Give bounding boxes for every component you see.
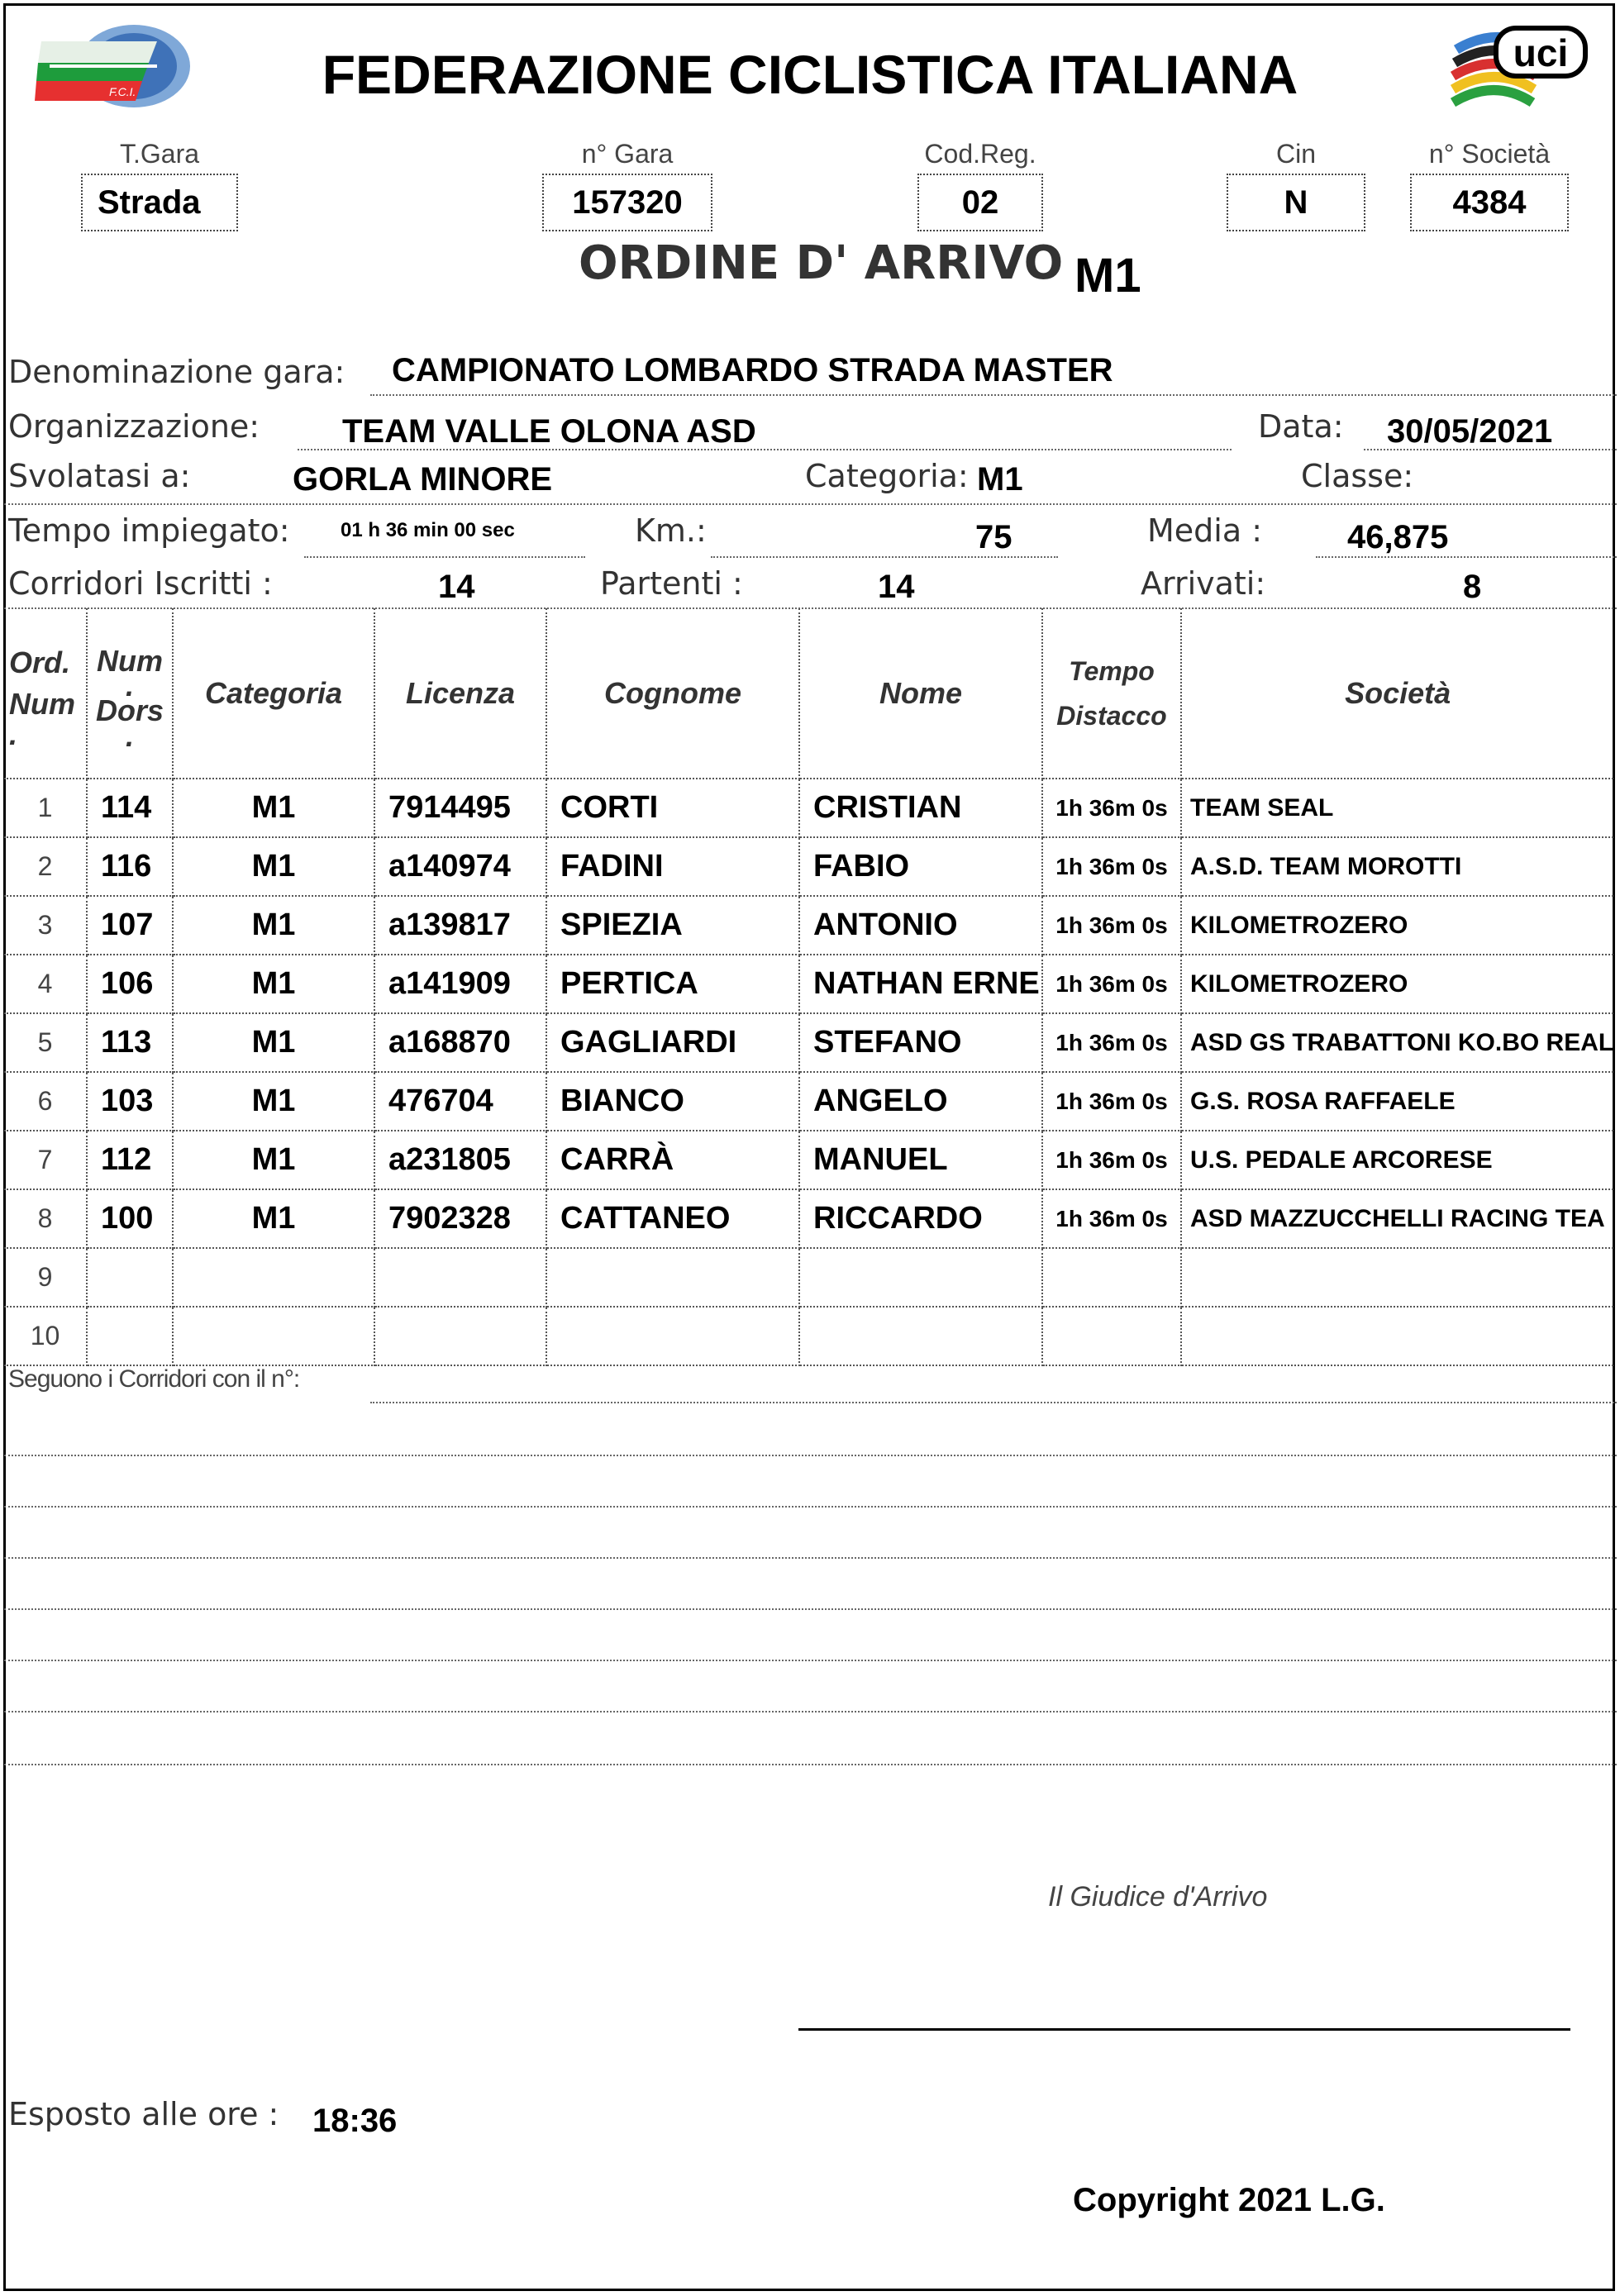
cell-societa: A.S.D. TEAM MOROTTI: [1181, 837, 1613, 896]
header-tempo: Tempo Distacco: [1042, 608, 1181, 779]
cell-societa: TEAM SEAL: [1181, 779, 1613, 837]
cell-cat: M1: [173, 1131, 374, 1189]
esposto-value: 18:36: [312, 2103, 398, 2139]
table-row: [4, 955, 1613, 1013]
denominazione-value: CAMPIONATO LOMBARDO STRADA MASTER: [392, 352, 1113, 388]
cell-cognome: CORTI: [546, 779, 799, 837]
km-label: Km.:: [635, 512, 707, 549]
results-table: [4, 608, 1613, 1366]
cell-lic: 7902328: [374, 1189, 546, 1248]
tgara-label: T.Gara: [119, 139, 200, 169]
tempo-value: 01 h 36 min 00 sec: [341, 519, 515, 541]
cell-lic: 476704: [374, 1072, 546, 1131]
cin-label: Cin: [1275, 139, 1316, 169]
table-row: [4, 1013, 1613, 1072]
codreg-label: Cod.Reg.: [924, 139, 1036, 169]
uci-logo-text: uci: [1513, 31, 1569, 74]
fci-logo-text: F.C.I.: [109, 85, 136, 98]
cell-ord: 4: [4, 955, 87, 1013]
cell-cognome: CATTANEO: [546, 1189, 799, 1248]
cell-lic: a231805: [374, 1131, 546, 1189]
cell-lic: [374, 1307, 546, 1365]
table-row: [4, 1072, 1613, 1131]
cell-tempo: [1042, 1248, 1181, 1307]
cell-ord: 6: [4, 1072, 87, 1131]
signature-line: [798, 2028, 1570, 2031]
arrivati-label: Arrivati:: [1141, 565, 1266, 602]
uci-logo-icon: [1448, 17, 1590, 116]
cell-nome: MANUEL: [799, 1131, 1042, 1189]
header-cognome: Cognome: [546, 608, 799, 779]
arrivati-value: 8: [1463, 569, 1482, 605]
iscritti-label: Corridori Iscritti :: [8, 565, 273, 602]
cell-cognome: GAGLIARDI: [546, 1013, 799, 1072]
cell-societa: [1181, 1248, 1613, 1307]
cell-tempo: 1h 36m 0s: [1042, 1013, 1181, 1072]
header-ord: Ord. Num .: [4, 608, 87, 779]
cell-dors: 103: [87, 1072, 173, 1131]
table-row: [4, 779, 1613, 837]
categoria-label: Categoria:: [805, 458, 969, 494]
partenti-value: 14: [878, 569, 915, 605]
data-value: 30/05/2021: [1387, 413, 1553, 450]
data-label: Data:: [1258, 408, 1344, 445]
categoria-value: M1: [977, 461, 1023, 498]
cell-tempo: 1h 36m 0s: [1042, 1189, 1181, 1248]
cell-nome: NATHAN ERNE: [799, 955, 1042, 1013]
cell-dors: [87, 1248, 173, 1307]
cell-cognome: BIANCO: [546, 1072, 799, 1131]
classe-label: Classe:: [1301, 458, 1414, 494]
media-value: 46,875: [1347, 519, 1449, 555]
cell-dors: 112: [87, 1131, 173, 1189]
codreg-value: 02: [917, 174, 1043, 231]
svolatasi-label: Svolatasi a:: [8, 458, 191, 494]
cell-tempo: 1h 36m 0s: [1042, 1072, 1181, 1131]
seguono-label: Seguono i Corridori con il n°:: [8, 1365, 300, 1393]
header-dors: Num . Dors .: [87, 608, 173, 779]
cell-dors: 113: [87, 1013, 173, 1072]
cell-cognome: SPIEZIA: [546, 896, 799, 955]
cell-tempo: 1h 36m 0s: [1042, 896, 1181, 955]
cell-ord: 3: [4, 896, 87, 955]
table-header-row: [4, 608, 1613, 779]
cell-cognome: [546, 1307, 799, 1365]
tempo-label: Tempo impiegato:: [8, 512, 290, 549]
cell-ord: 2: [4, 837, 87, 896]
cell-ord: 10: [4, 1307, 87, 1365]
partenti-label: Partenti :: [600, 565, 743, 602]
table-row: [4, 1131, 1613, 1189]
cell-tempo: 1h 36m 0s: [1042, 779, 1181, 837]
cell-nome: STEFANO: [799, 1013, 1042, 1072]
cell-lic: a168870: [374, 1013, 546, 1072]
cell-societa: U.S. PEDALE ARCORESE: [1181, 1131, 1613, 1189]
table-row: [4, 1307, 1613, 1365]
cell-cat: M1: [173, 1189, 374, 1248]
cell-societa: KILOMETROZERO: [1181, 896, 1613, 955]
cell-cat: [173, 1307, 374, 1365]
iscritti-value: 14: [438, 569, 475, 605]
ngara-value: 157320: [542, 174, 712, 231]
cell-ord: 5: [4, 1013, 87, 1072]
table-row: [4, 837, 1613, 896]
cell-tempo: 1h 36m 0s: [1042, 1131, 1181, 1189]
cell-nome: ANTONIO: [799, 896, 1042, 955]
cell-cat: M1: [173, 1072, 374, 1131]
cell-cat: M1: [173, 779, 374, 837]
cell-societa: ASD MAZZUCCHELLI RACING TEA: [1181, 1189, 1613, 1248]
cell-cat: M1: [173, 837, 374, 896]
cell-nome: FABIO: [799, 837, 1042, 896]
organizzazione-label: Organizzazione:: [8, 408, 260, 445]
header-categoria: Categoria: [173, 608, 374, 779]
cell-cognome: FADINI: [546, 837, 799, 896]
header-societa: Società: [1181, 608, 1613, 779]
cell-nome: CRISTIAN: [799, 779, 1042, 837]
cell-dors: 114: [87, 779, 173, 837]
cell-ord: 7: [4, 1131, 87, 1189]
header-licenza: Licenza: [374, 608, 546, 779]
cell-nome: ANGELO: [799, 1072, 1042, 1131]
cell-societa: G.S. ROSA RAFFAELE: [1181, 1072, 1613, 1131]
cell-cognome: CARRÀ: [546, 1131, 799, 1189]
cell-dors: 116: [87, 837, 173, 896]
cell-dors: 107: [87, 896, 173, 955]
cell-cat: M1: [173, 1013, 374, 1072]
nsocieta-label: n° Società: [1428, 139, 1551, 169]
cell-societa: [1181, 1307, 1613, 1365]
cell-cognome: PERTICA: [546, 955, 799, 1013]
media-label: Media :: [1147, 512, 1263, 549]
ngara-label: n° Gara: [581, 139, 674, 169]
header-nome: Nome: [799, 608, 1042, 779]
cell-nome: RICCARDO: [799, 1189, 1042, 1248]
cell-tempo: 1h 36m 0s: [1042, 955, 1181, 1013]
cell-nome: [799, 1307, 1042, 1365]
cell-societa: ASD GS TRABATTONI KO.BO REAL: [1181, 1013, 1613, 1072]
cell-cat: M1: [173, 896, 374, 955]
cell-dors: [87, 1307, 173, 1365]
cell-cat: [173, 1248, 374, 1307]
table-row: [4, 1189, 1613, 1248]
table-row: [4, 896, 1613, 955]
nsocieta-value: 4384: [1410, 174, 1569, 231]
category-code: M1: [1074, 249, 1141, 302]
table-row: [4, 1248, 1613, 1307]
cell-ord: 9: [4, 1248, 87, 1307]
tgara-value: Strada: [81, 174, 238, 231]
giudice-label: Il Giudice d'Arrivo: [1048, 1881, 1268, 1913]
cell-cognome: [546, 1248, 799, 1307]
cell-dors: 100: [87, 1189, 173, 1248]
km-value: 75: [975, 519, 1012, 555]
doc-title: ORDINE D' ARRIVO: [579, 236, 1064, 290]
esposto-label: Esposto alle ore :: [8, 2096, 279, 2132]
cell-lic: a141909: [374, 955, 546, 1013]
cin-value: N: [1227, 174, 1365, 231]
cell-tempo: [1042, 1307, 1181, 1365]
svolatasi-value: GORLA MINORE: [293, 461, 553, 498]
cell-dors: 106: [87, 955, 173, 1013]
cell-ord: 1: [4, 779, 87, 837]
cell-nome: [799, 1248, 1042, 1307]
organizzazione-value: TEAM VALLE OLONA ASD: [342, 413, 756, 450]
copyright-text: Copyright 2021 L.G.: [1073, 2182, 1385, 2218]
cell-lic: a139817: [374, 896, 546, 955]
cell-societa: KILOMETROZERO: [1181, 955, 1613, 1013]
cell-lic: a140974: [374, 837, 546, 896]
denominazione-label: Denominazione gara:: [8, 354, 345, 390]
federation-title: FEDERAZIONE CICLISTICA ITALIANA: [322, 44, 1298, 105]
cell-ord: 8: [4, 1189, 87, 1248]
cell-tempo: 1h 36m 0s: [1042, 837, 1181, 896]
cell-cat: M1: [173, 955, 374, 1013]
cell-lic: [374, 1248, 546, 1307]
cell-lic: 7914495: [374, 779, 546, 837]
